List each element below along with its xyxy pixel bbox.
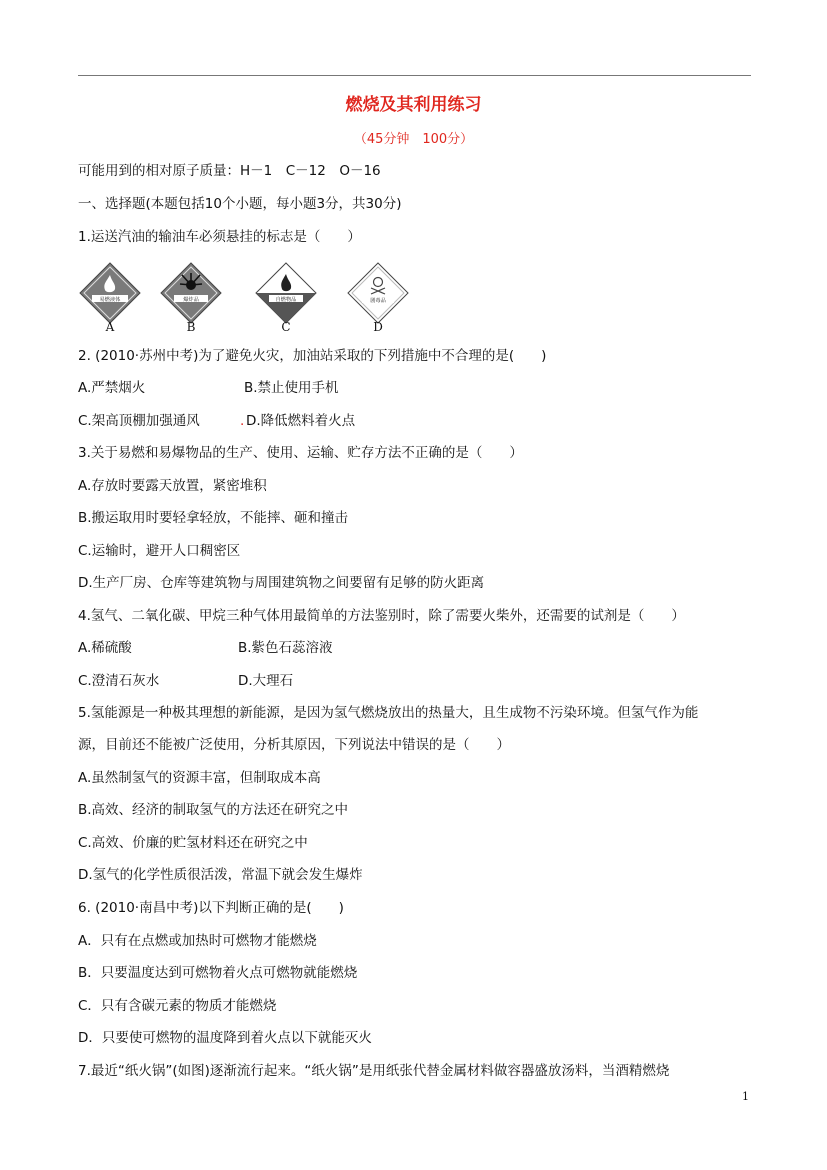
option-letter-a: A bbox=[105, 320, 115, 334]
question-2-option-a: A.严禁烟火 bbox=[78, 380, 146, 396]
question-6-option-a: A．只有在点燃或加热时可燃物才能燃烧 bbox=[78, 933, 317, 949]
question-2-option-d: D.降低燃料着火点 bbox=[246, 413, 356, 429]
question-4-option-a: A.稀硫酸 bbox=[78, 640, 132, 656]
stray-dot: . bbox=[240, 413, 245, 429]
question-5-stem-line2: 源，目前还不能被广泛使用，分析其原因，下列说法中错误的是（ ） bbox=[78, 737, 510, 753]
page-title: 燃烧及其利用练习 bbox=[345, 95, 482, 115]
question-3-option-b: B.搬运取用时要轻拿轻放，不能摔、砸和撞击 bbox=[78, 510, 349, 526]
flammable-liquid-sign bbox=[79, 262, 141, 324]
question-2-option-b: B.禁止使用手机 bbox=[244, 380, 339, 396]
question-5-option-d: D.氢气的化学性质很活泼，常温下就会发生爆炸 bbox=[78, 867, 363, 883]
option-letter-c: C bbox=[281, 320, 291, 334]
question-4-stem: 4.氢气、二氧化碳、甲烷三种气体用最简单的方法鉴别时，除了需要火柴外，还需要的试剂是（ ） bbox=[78, 608, 685, 624]
question-4-option-b: B.紫色石蕊溶液 bbox=[238, 640, 333, 656]
page-number: 1 bbox=[742, 1090, 749, 1103]
sign-d-label: 剧毒品 bbox=[370, 298, 386, 304]
explosive-sign bbox=[160, 262, 222, 324]
question-3-stem: 3.关于易燃和易爆物品的生产、使用、运输、贮存方法不正确的是（ ） bbox=[78, 445, 523, 461]
toxic-sign bbox=[347, 262, 409, 324]
question-4-option-c: C.澄清石灰水 bbox=[78, 673, 160, 689]
question-2-option-c: C.架高顶棚加强通风 bbox=[78, 413, 200, 429]
question-6-option-d: D．只要使可燃物的温度降到着火点以下就能灭火 bbox=[78, 1030, 372, 1046]
atomic-mass-line: 可能用到的相对原子质量：H－1 C－12 O－16 bbox=[78, 163, 381, 179]
spontaneous-combustion-sign bbox=[255, 262, 317, 324]
question-6-stem: 6. (2010·南昌中考)以下判断正确的是( ) bbox=[78, 900, 344, 916]
question-2-stem: 2. (2010·苏州中考)为了避免火灾，加油站采取的下列措施中不合理的是( ) bbox=[78, 348, 547, 364]
question-4-option-d: D.大理石 bbox=[238, 673, 294, 689]
question-6-option-c: C．只有含碳元素的物质才能燃烧 bbox=[78, 998, 277, 1014]
question-1-stem: 1.运送汽油的输油车必须悬挂的标志是（ ） bbox=[78, 229, 361, 245]
option-letter-d: D bbox=[373, 320, 383, 334]
page-subtitle: （45分钟 100分） bbox=[353, 132, 474, 147]
option-letter-b: B bbox=[186, 320, 196, 334]
sign-c-label: 自燃物品 bbox=[275, 297, 297, 303]
question-3-option-d: D.生产厂房、仓库等建筑物与周围建筑物之间要留有足够的防火距离 bbox=[78, 575, 485, 591]
header-rule bbox=[78, 75, 751, 76]
question-3-option-c: C.运输时，避开人口稠密区 bbox=[78, 543, 241, 559]
sign-a-label: 易燃液体 bbox=[99, 297, 121, 303]
question-5-option-a: A.虽然制氢气的资源丰富，但制取成本高 bbox=[78, 770, 321, 786]
question-5-stem-line1: 5.氢能源是一种极其理想的新能源，是因为氢气燃烧放出的热量大，且生成物不污染环境。但氢气作为能 bbox=[78, 705, 699, 721]
section-heading: 一、选择题(本题包括10个小题，每小题3分，共30分) bbox=[78, 196, 402, 212]
question-3-option-a: A.存放时要露天放置，紧密堆积 bbox=[78, 478, 267, 494]
question-7-stem: 7.最近“纸火锅”(如图)逐渐流行起来。“纸火锅”是用纸张代替金属材料做容器盛放汤料，当酒精燃烧 bbox=[78, 1063, 670, 1079]
question-5-option-c: C.高效、价廉的贮氢材料还在研究之中 bbox=[78, 835, 308, 851]
sign-b-label: 爆炸品 bbox=[183, 297, 199, 303]
question-5-option-b: B.高效、经济的制取氢气的方法还在研究之中 bbox=[78, 802, 349, 818]
question-6-option-b: B．只要温度达到可燃物着火点可燃物就能燃烧 bbox=[78, 965, 358, 981]
